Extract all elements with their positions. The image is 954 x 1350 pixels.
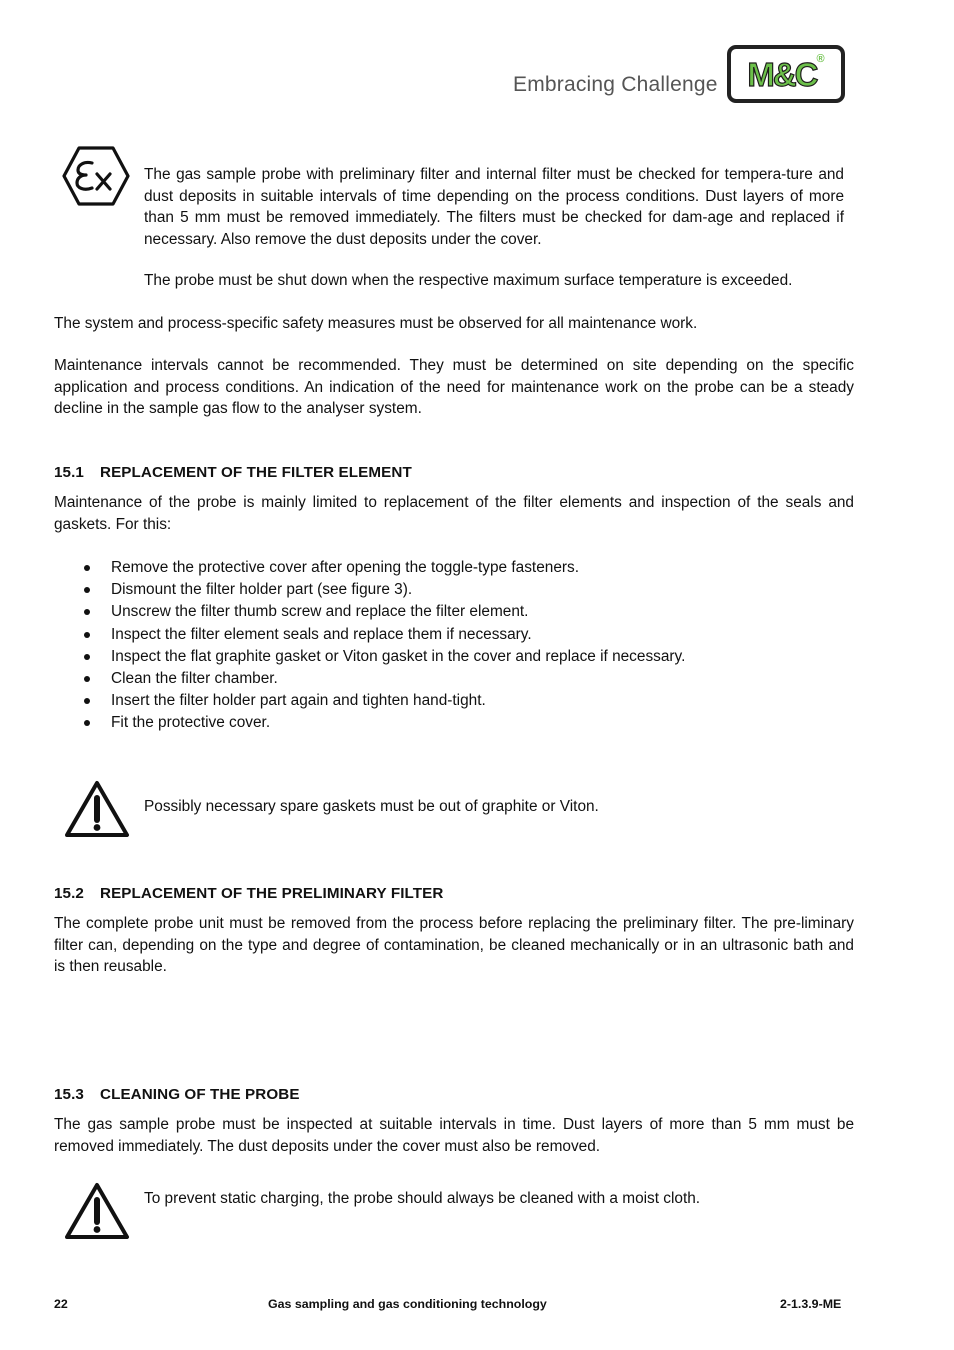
section-15-2-heading [54, 885, 443, 902]
logo-text: M&C [747, 55, 817, 93]
list-item: Dismount the filter holder part (see figure 3). [54, 579, 854, 601]
brand-tagline: Embracing Challenge [513, 73, 718, 96]
section-title: REPLACEMENT OF THE FILTER ELEMENT [100, 464, 412, 481]
filter-replacement-steps [54, 557, 854, 735]
list-item: Inspect the filter element seals and replace them if necessary. [54, 624, 854, 646]
safety-measures-text: The system and process-specific safety measures must be observed for all maintenance work. [54, 315, 698, 332]
maintenance-intervals-text: Maintenance intervals cannot be recommended. They must be determined on site depending on the specific application and process conditions. An indication of the need for maintenance work on the probe can be a steady decline in the sample gas flow to the analyser system. [54, 357, 854, 417]
warning-icon [64, 1182, 130, 1240]
ex-atex-icon [62, 146, 130, 206]
static-charging-warning-text: To prevent static charging, the probe should always be cleaned with a moist cloth. [144, 1190, 701, 1207]
section-15-1-heading [54, 464, 412, 481]
section-title: CLEANING OF THE PROBE [100, 1086, 300, 1103]
warning-icon [64, 780, 130, 838]
list-item: Remove the protective cover after opening the toggle-type fasteners. [54, 557, 854, 579]
list-item: Unscrew the filter thumb screw and replace the filter element. [54, 601, 854, 623]
list-item: Clean the filter chamber. [54, 668, 854, 690]
section-15-1-text: Maintenance of the probe is mainly limited to replacement of the filter elements and inspection of the seals and gaskets. For this: [54, 494, 854, 533]
list-item: Fit the protective cover. [54, 712, 854, 734]
section-number: 15.2 [54, 885, 84, 902]
document-code: 2-1.3.9-ME [780, 1297, 842, 1311]
section-15-2-text: The complete probe unit must be removed from the process before replacing the preliminary filter. The pre-liminary filter can, depending on the type and degree of contamination, be cleaned mechanically or in an ultrasonic bath and is then reusable. [54, 915, 854, 975]
ex-notice-text: The gas sample probe with preliminary filter and internal filter must be checked for tempera-ture and dust deposits in suitable intervals of time depending on the process conditions. Dust layers of more than 5 mm must be removed immediately. The filters must be checked for dam-age and replaced if necessary. Also remove the dust deposits under the cover. [144, 166, 844, 248]
company-logo [727, 45, 845, 103]
section-15-3-heading [54, 1086, 300, 1103]
footer-title: Gas sampling and gas conditioning technology [268, 1297, 547, 1311]
section-number: 15.3 [54, 1086, 84, 1103]
section-title: REPLACEMENT OF THE PRELIMINARY FILTER [100, 885, 444, 902]
page-number: 22 [54, 1297, 68, 1311]
list-item: Inspect the flat graphite gasket or Viton gasket in the cover and replace if necessary. [54, 646, 854, 668]
section-number: 15.1 [54, 464, 84, 481]
section-15-3-text: The gas sample probe must be inspected at suitable intervals in time. Dust layers of more than 5 mm must be removed immediately. The dust deposits under the cover must also be removed. [54, 1116, 854, 1155]
gasket-warning-text: Possibly necessary spare gaskets must be out of graphite or Viton. [144, 798, 599, 815]
list-item: Insert the filter holder part again and tighten hand-tight. [54, 690, 854, 712]
ex-shutdown-text: The probe must be shut down when the respective maximum surface temperature is exceeded. [144, 272, 793, 289]
registered-mark: ® [816, 52, 825, 65]
